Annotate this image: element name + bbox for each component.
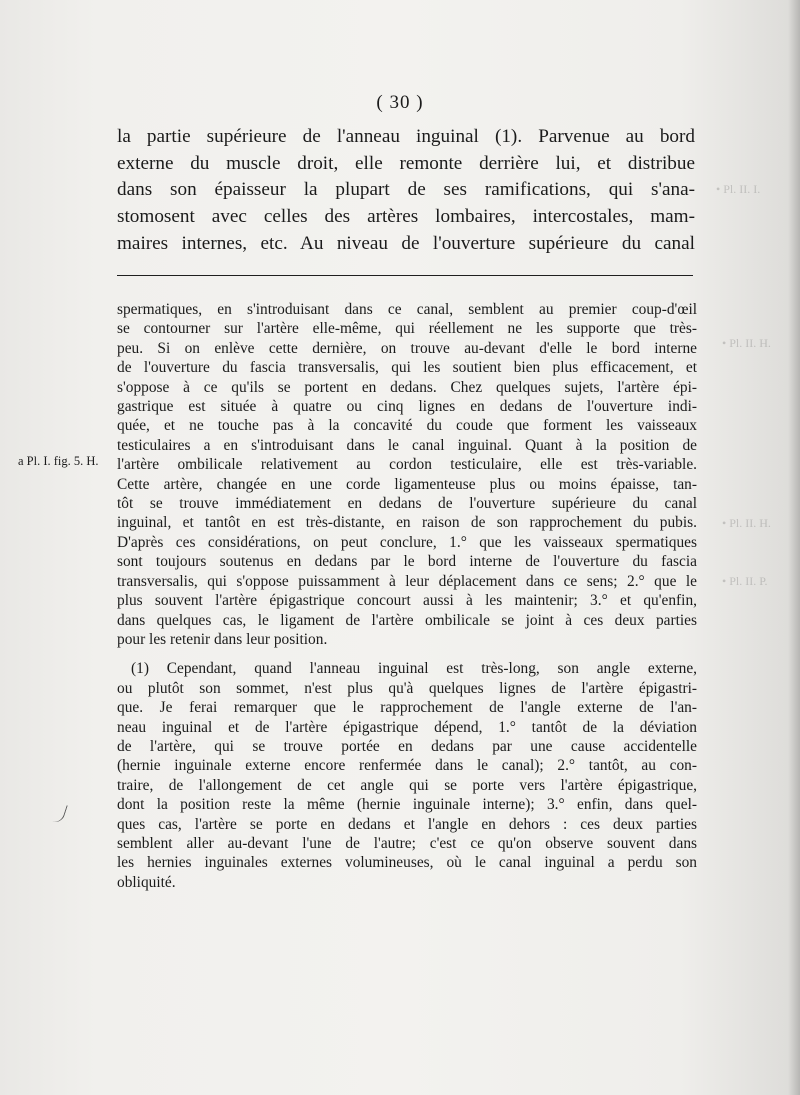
bleed-through-mark: • Pl. II. I. [716, 182, 761, 196]
footnote-line: testiculaires a en s'introduisant dans le canal inguinal. Quant à la position de [117, 436, 697, 454]
page-edge-shadow [788, 0, 800, 1095]
bleed-through-mark: • Pl. II. H. [722, 516, 771, 530]
main-text-line: maires internes, etc. Au niveau de l'ouverture supérieure du canal [117, 232, 695, 254]
footnote-line: (1) Cependant, quand l'anneau inguinal est très-long, son angle externe, [131, 660, 697, 678]
footnote-line: neau inguinal et de l'artère épigastrique dépend, 1.° tantôt de la déviation [117, 718, 697, 736]
footnote-line: dont la position reste la même (hernie inguinale interne); 3.° enfin, dans quel- [117, 796, 697, 814]
footnote-line: transversalis, qui s'oppose puissamment à leur déplacement dans ce sens; 2.° que le [117, 572, 697, 590]
footnote-line: (hernie inguinale externe encore renfermée dans le canal); 2.° tantôt, au con- [117, 757, 697, 775]
footnote-line: plus souvent l'artère épigastrique concourt aussi à les maintenir; 3.° et qu'enfin, [117, 592, 697, 610]
footnote-line: peu. Si on enlève cette dernière, on trouve au-devant d'elle le bord interne [117, 339, 697, 357]
bleed-through-mark: • Pl. II. H. [722, 336, 771, 350]
margin-figure-reference: a Pl. I. fig. 5. H. [18, 454, 99, 468]
main-text-line: externe du muscle droit, elle remonte derrière lui, et distribue [117, 152, 695, 174]
footnote-line: se contourner sur l'artère elle-même, qui réellement ne les supporte que très- [117, 320, 697, 338]
footnote-line: les hernies inguinales externes volumineuses, où le canal inguinal a perdu son [117, 854, 697, 872]
footnote-line: semblent aller au-devant l'une de l'autre; c'est ce qu'on observe souvent dans [117, 834, 697, 852]
margin-ink-mark [49, 801, 68, 824]
main-text-line: dans son épaisseur la plupart de ses ramifications, qui s'ana- [117, 179, 695, 201]
footnote-line: ou plutôt son sommet, n'est plus qu'à quelques lignes de l'artère épigastri- [117, 679, 697, 697]
footnote-line: ques cas, l'artère se porte en dedans et l'angle en dehors : ces deux parties [117, 815, 697, 833]
footnote-line: de l'artère, qui se trouve portée en dedans par une cause accidentelle [117, 737, 697, 755]
footnote-text-block [117, 300, 697, 892]
footnote-line: quée, et ne touche pas à la concavité du coude que forment les vaisseaux [117, 417, 697, 435]
footnote-line: spermatiques, en s'introduisant dans ce canal, semblent au premier coup-d'œil [117, 301, 697, 318]
footnote-line: D'après ces considérations, on peut conclure, 1.° que les vaisseaux spermatiques [117, 533, 697, 551]
footnote-line: l'artère ombilicale relativement au cordon testiculaire, elle est très-variable. [117, 456, 697, 474]
footnote-line: s'oppose à ce qu'ils se portent en dedans. Chez quelques sujets, l'artère épi- [117, 378, 697, 396]
footnote-line: Cette artère, changée en une corde ligamenteuse plus ou moins épaisse, tan- [117, 475, 697, 493]
footnote-line: pour les retenir dans leur position. [117, 630, 328, 648]
page-number: ( 30 ) [376, 92, 424, 113]
footnote-line: sont toujours soutenus en dedans par le bord interne de l'ouverture du fascia [117, 553, 697, 571]
bleed-through-mark: • Pl. II. P. [722, 574, 768, 588]
main-text-line: stomosent avec celles des artères lombaires, intercostales, mam- [117, 206, 695, 228]
footnote-line: gastrique est située à quatre ou cinq lignes en dedans de l'ouverture indi- [117, 398, 697, 416]
footnote-line: dans quelques cas, le ligament de l'artère ombilicale se joint à ces deux parties [117, 611, 697, 629]
footnote-line: inguinal, et tantôt en est très-distante, en raison de son rapprochement du pubis. [117, 514, 697, 532]
main-text-block [117, 124, 695, 258]
footnote-line: traire, de l'allongement de cet angle qui se porte vers l'artère épigastrique, [117, 776, 697, 794]
main-text-line: la partie supérieure de l'anneau inguinal (1). Parvenue au bord [117, 126, 695, 147]
footnote-line: de l'ouverture du fascia transversalis, qui les soutient bien plus efficacement, et [117, 359, 697, 377]
footnote-line: que. Je ferai remarquer que le rapprochement de l'angle externe de l'an- [117, 699, 697, 717]
footnote-line: obliquité. [117, 873, 176, 891]
footnote-line: tôt se trouve immédiatement en dedans de l'ouverture supérieure du canal [117, 495, 697, 513]
footnote-separator-rule [117, 275, 693, 276]
